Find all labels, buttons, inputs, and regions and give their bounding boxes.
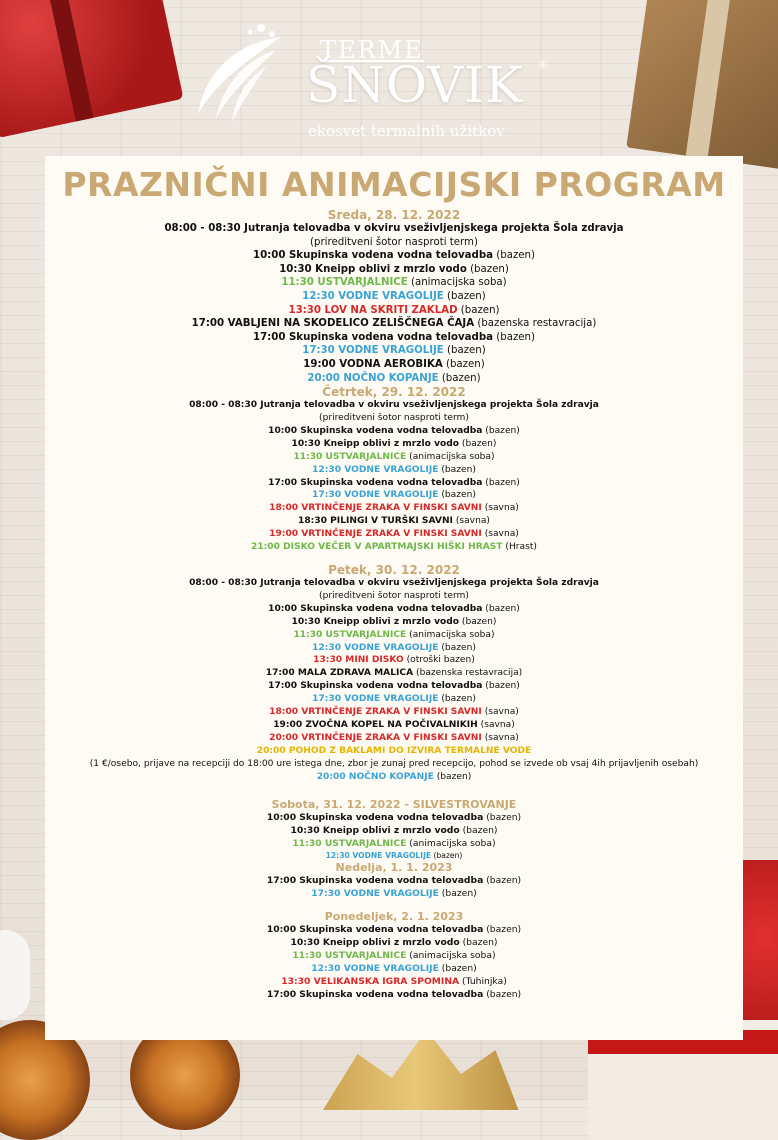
program-item: [45, 451, 743, 464]
item-location: (bazen): [438, 887, 477, 899]
item-location: (bazen): [459, 936, 498, 948]
program-item: [45, 331, 743, 345]
program-item: [45, 438, 743, 451]
program-item: [45, 975, 743, 988]
program-item: [45, 372, 743, 386]
item-location: (bazen): [483, 923, 522, 935]
program-item: [45, 771, 743, 784]
program-panel: [45, 156, 743, 1040]
item-location: (bazen): [433, 771, 472, 782]
item-location: (savna): [452, 516, 490, 527]
program-item: [45, 489, 743, 502]
item-activity: 13:30 LOV NA SKRITI ZAKLAD: [288, 304, 458, 316]
program-item: [45, 629, 743, 642]
program-item: [45, 577, 743, 590]
item-location: (bazen): [457, 304, 500, 316]
item-activity: 18:00 VRTINČENJE ZRAKA V FINSKI SAVNI: [269, 707, 482, 718]
program-item: [45, 732, 743, 745]
item-activity: 20:00 VRTINČENJE ZRAKA V FINSKI SAVNI: [269, 732, 482, 743]
day-section: [45, 798, 743, 861]
item-activity: 08:00 - 08:30 Jutranja telovadba v okviru vseživljenjskega projekta Šola zdravja: [189, 400, 599, 411]
program-item: [45, 642, 743, 655]
program-item: [45, 399, 743, 412]
brand-terme: TERME: [320, 36, 424, 64]
item-location: (bazenska restavracija): [413, 668, 523, 679]
item-location: (Hrast): [502, 542, 537, 553]
item-activity: 08:00 - 08:30 Jutranja telovadba v okviru vseživljenjskega projekta Šola zdravja: [189, 578, 599, 588]
item-location: (bazen): [443, 345, 486, 357]
item-activity: 17:30 VODNE VRAGOLIJE: [302, 345, 444, 357]
program-item: [45, 290, 743, 304]
item-activity: 10:30 Kneipp oblivi z mrzlo vodo: [291, 438, 459, 449]
program-item: [45, 477, 743, 490]
item-location: (bazen): [442, 358, 485, 370]
item-location: (savna): [481, 707, 519, 718]
item-activity: 12:30 VODNE VRAGOLIJE: [311, 962, 439, 974]
item-activity: 11:30 USTVARJALNICE: [281, 277, 408, 289]
item-location: (otroški bazen): [403, 655, 475, 666]
item-location: (bazenska restavracija): [474, 318, 597, 330]
item-location: (bazen): [438, 694, 476, 705]
item-activity: 10:00 Skupinska vodena vodna telovadba: [268, 425, 483, 436]
registered-mark: ®: [537, 58, 548, 71]
program-item: [45, 344, 743, 358]
item-location: (bazen): [438, 490, 476, 501]
item-activity: 17:00 Skupinska vodena vodna telovadba: [268, 477, 483, 488]
item-activity: 08:00 - 08:30 Jutranja telovadba v okviru vseživljenjskega projekta Šola zdravja: [164, 223, 624, 234]
item-location: (bazen): [482, 681, 520, 692]
item-activity: 12:30 VODNE VRAGOLIJE: [302, 290, 444, 302]
item-activity: 11:30 USTVARJALNICE: [292, 949, 407, 961]
item-activity: 12:30 VODNE VRAGOLIJE: [325, 850, 432, 860]
day-heading: Petek, 30. 12. 2022: [328, 563, 460, 577]
item-location: (Tuhinjka): [459, 975, 507, 987]
item-activity: 18:00 VRTINČENJE ZRAKA V FINSKI SAVNI: [269, 503, 482, 514]
item-activity: 12:30 VODNE VRAGOLIJE: [312, 642, 439, 653]
item-activity: 10:30 Kneipp oblivi z mrzlo vodo: [290, 824, 460, 836]
item-activity: 10:00 Skupinska vodena vodna telovadba: [266, 923, 484, 935]
program-item: [45, 541, 743, 554]
leaf-icon: [186, 22, 296, 132]
program-item: [45, 936, 743, 949]
item-location: (bazen): [438, 962, 477, 974]
item-activity: 13:30 MINI DISKO: [313, 655, 404, 666]
item-activity: 10:30 Kneipp oblivi z mrzlo vodo: [290, 936, 460, 948]
item-activity: 13:30 VELIKANSKA IGRA SPOMINA: [281, 975, 460, 987]
program-item: [45, 837, 743, 850]
program-item: [45, 758, 743, 771]
item-location: (bazen): [459, 824, 498, 836]
item-activity: 10:00 Skupinska vodena vodna telovadba: [253, 250, 494, 262]
item-activity: 11:30 USTVARJALNICE: [292, 837, 407, 849]
white-fluff-decoration: [0, 930, 30, 1020]
day-section: [45, 563, 743, 784]
program-item: [45, 706, 743, 719]
day-section: [45, 910, 743, 1001]
program-item: [45, 528, 743, 541]
program-item: [45, 358, 743, 372]
item-activity: 17:00 Skupinska vodena vodna telovadba: [266, 988, 484, 1000]
item-activity: 21:00 DISKO VEČER V APARTMAJSKI HIŠKI HRAST: [251, 542, 503, 553]
item-activity: 19:00 VRTINČENJE ZRAKA V FINSKI SAVNI: [269, 529, 482, 540]
program-item: [45, 304, 743, 318]
program-item: [45, 745, 743, 758]
item-location: (bazen): [482, 425, 520, 436]
item-activity: 11:30 USTVARJALNICE: [293, 451, 407, 462]
item-location: (bazen): [438, 464, 476, 475]
brand-name: ŠNOVIK: [306, 56, 524, 114]
item-activity: 17:00 Skupinska vodena vodna telovadba: [266, 874, 484, 886]
program-item: [45, 249, 743, 263]
item-location: (bazen): [483, 874, 522, 886]
item-activity: 10:00 Skupinska vodena vodna telovadba: [266, 811, 484, 823]
day-section: [45, 385, 743, 554]
day-heading: Ponedeljek, 2. 1. 2023: [324, 909, 464, 923]
item-activity: 17:00 Skupinska vodena vodna telovadba: [268, 681, 483, 692]
day-heading: Sobota, 31. 12. 2022 - SILVESTROVANJE: [271, 797, 517, 811]
item-location: (savna): [481, 732, 519, 743]
program-item: [45, 502, 743, 515]
item-location: (animacijska soba): [406, 451, 495, 462]
item-location: (bazen): [438, 372, 481, 384]
day-heading: Nedelja, 1. 1. 2023: [335, 860, 453, 874]
item-activity: 17:00 MALA ZDRAVA MALICA: [265, 668, 414, 679]
item-activity: 20:00 NOČNO KOPANJE: [316, 771, 434, 782]
item-location: (savna): [481, 503, 519, 514]
item-activity: 19:00 VODNA AEROBIKA: [303, 358, 443, 370]
item-location: (bazen): [483, 988, 522, 1000]
program-item: [45, 222, 743, 236]
item-activity: 10:30 Kneipp oblivi z mrzlo vodo: [291, 616, 459, 627]
gold-tree-decoration: [300, 1030, 530, 1110]
item-activity: 20:00 NOČNO KOPANJE: [307, 372, 439, 384]
program-item: [45, 654, 743, 667]
program-item: [45, 850, 743, 861]
program-item: [45, 603, 743, 616]
program-list: [45, 208, 743, 1001]
item-location: (bazen): [482, 603, 520, 614]
item-activity: 12:30 VODNE VRAGOLIJE: [312, 464, 439, 475]
program-item: [45, 824, 743, 837]
program-item: [45, 693, 743, 706]
program-item: [45, 874, 743, 887]
item-activity: 10:00 Skupinska vodena vodna telovadba: [268, 603, 483, 614]
item-activity: 17:00 VABLJENI NA SKODELICO ZELIŠČNEGA ČAJA: [191, 318, 475, 330]
item-activity: 11:30 USTVARJALNICE: [293, 629, 407, 640]
item-activity: 17:30 VODNE VRAGOLIJE: [312, 694, 439, 705]
program-item: [45, 425, 743, 438]
item-location: (bazen): [459, 616, 497, 627]
item-activity: 20:00 POHOD Z BAKLAMI DO IZVIRA TERMALNE VODE: [256, 745, 532, 756]
program-item: [45, 616, 743, 629]
program-item: [45, 962, 743, 975]
item-location: (savna): [481, 529, 519, 540]
item-location: (animacijska soba): [406, 949, 496, 961]
item-location: (bazen): [443, 290, 486, 302]
item-activity: 17:00 Skupinska vodena vodna telovadba: [253, 331, 494, 343]
brand-tagline: ekosvet termalnih užitkov: [308, 122, 505, 140]
program-item: [45, 276, 743, 290]
program-item: [45, 988, 743, 1001]
day-section: [45, 208, 743, 385]
item-location: (prireditveni šotor nasproti term): [319, 413, 469, 424]
item-location: (prireditveni šotor nasproti term): [319, 590, 469, 601]
item-location: (bazen): [466, 263, 509, 275]
program-item: [45, 317, 743, 331]
item-activity: 10:30 Kneipp oblivi z mrzlo vodo: [279, 263, 467, 275]
day-heading: Sreda, 28. 12. 2022: [327, 208, 461, 222]
program-item: [45, 949, 743, 962]
item-location: (bazen): [459, 438, 497, 449]
item-location: (animacijska soba): [406, 629, 495, 640]
program-item: [45, 236, 743, 250]
item-activity: 17:30 VODNE VRAGOLIJE: [311, 887, 439, 899]
brand-logo: [180, 4, 560, 148]
brown-gift-decoration: [626, 0, 778, 171]
program-item: [45, 923, 743, 936]
item-activity: 17:30 VODNE VRAGOLIJE: [312, 490, 439, 501]
program-item: [45, 667, 743, 680]
item-location: (animacijska soba): [407, 277, 507, 289]
item-location: (bazen): [493, 331, 535, 343]
page-title: PRAZNIČNI ANIMACIJSKI PROGRAM: [62, 165, 726, 204]
item-location: (bazen): [482, 477, 520, 488]
red-gift-decoration: [0, 0, 184, 138]
program-item: [45, 263, 743, 277]
item-location: (bazen): [438, 642, 476, 653]
item-location: (savna): [477, 719, 515, 730]
item-location: (prireditveni šotor nasproti term): [310, 236, 478, 248]
program-item: [45, 680, 743, 693]
program-item: [45, 515, 743, 528]
item-location: (bazen): [493, 250, 535, 262]
item-location: (bazen): [431, 850, 463, 860]
day-section: [45, 861, 743, 900]
program-item: [45, 464, 743, 477]
item-location: (bazen): [483, 811, 522, 823]
item-location: (1 €/osebo, prijave na recepciji do 18:00 ure istega dne, zbor je zunaj pred recepcijo, pohod se izvede ob vsaj 4ih prijavljenih osebah): [89, 758, 699, 769]
program-item: [45, 412, 743, 425]
program-item: [45, 887, 743, 900]
day-heading: Četrtek, 29. 12. 2022: [322, 385, 466, 400]
item-activity: 18:30 PILINGI V TURŠKI SAVNI: [298, 516, 453, 527]
program-item: [45, 719, 743, 732]
program-item: [45, 590, 743, 603]
item-location: (animacijska soba): [406, 837, 496, 849]
program-item: [45, 811, 743, 824]
item-activity: 19:00 ZVOČNA KOPEL NA POČIVALNIKIH: [273, 719, 478, 730]
